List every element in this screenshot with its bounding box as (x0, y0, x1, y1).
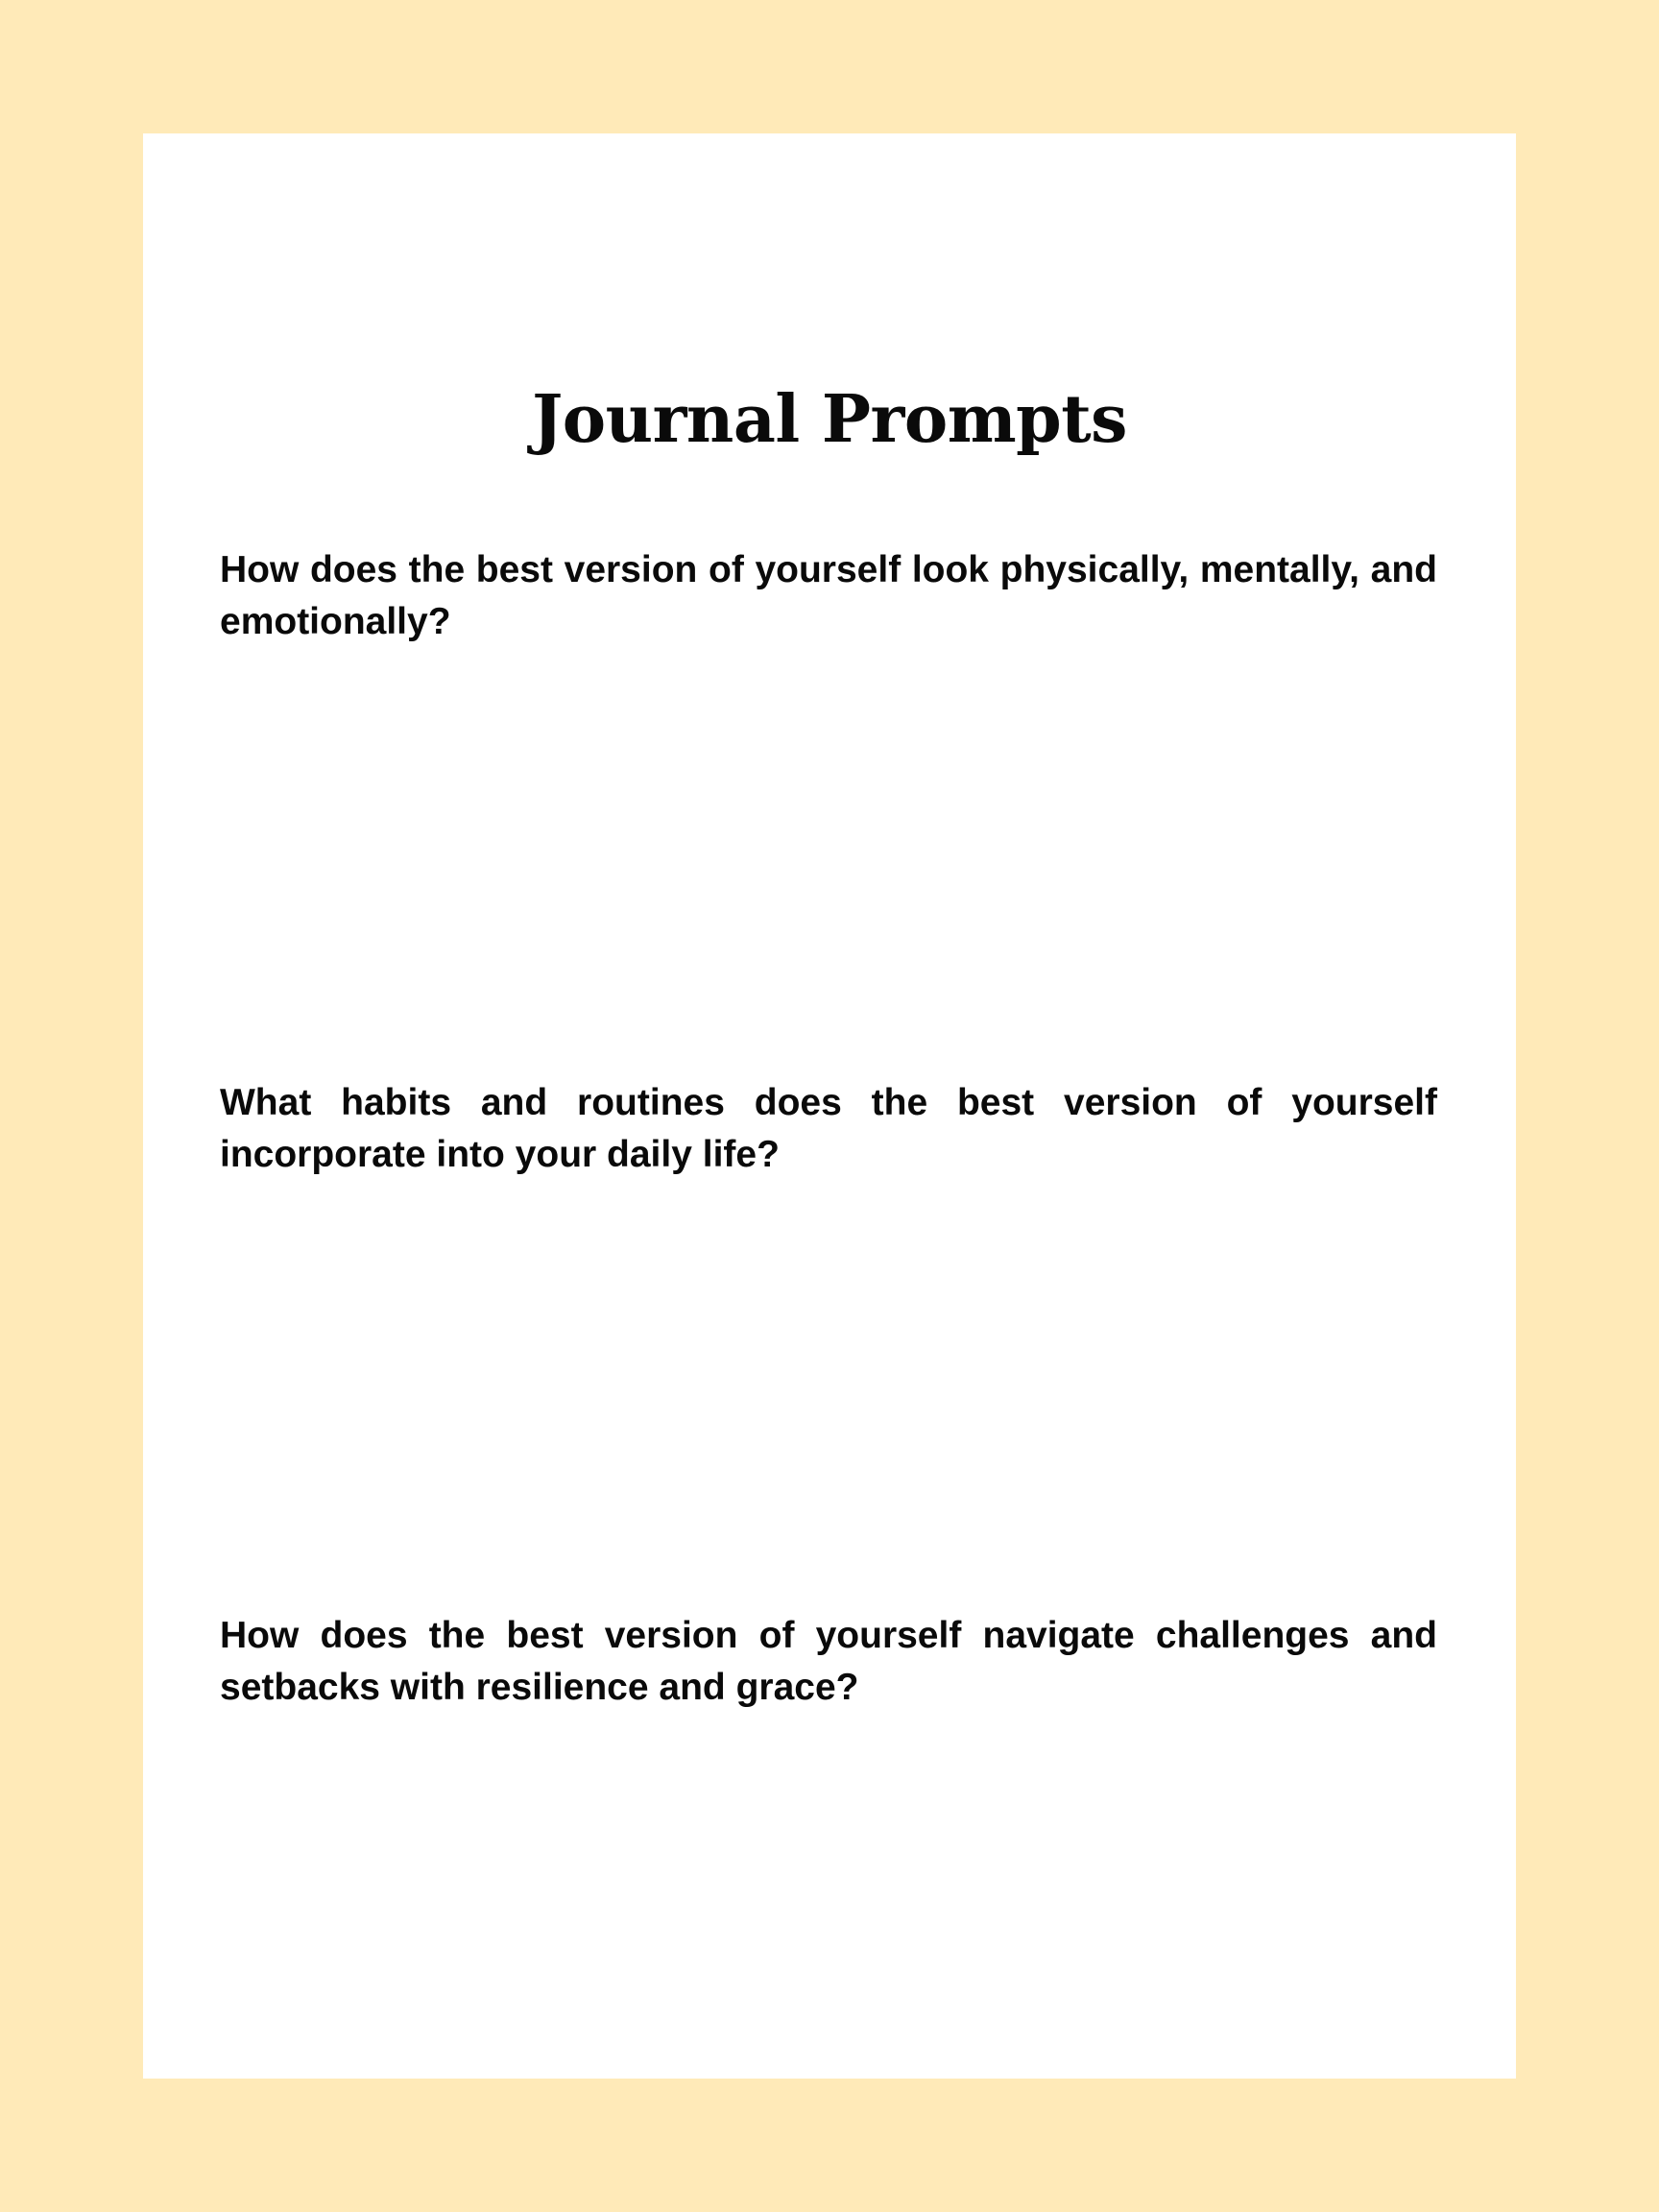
answer-space-1 (220, 652, 1437, 1036)
answer-space-3 (220, 1718, 1437, 2102)
prompt-3: How does the best version of yourself navigate challenges and setbacks with resilience and grace? (220, 1615, 1437, 1708)
journal-sheet (143, 133, 1516, 2079)
page-title: Journal Prompts (532, 381, 1127, 458)
answer-space-2 (220, 1185, 1437, 1569)
prompt-2: What habits and routines does the best version of yourself incorporate into your daily life? (220, 1082, 1437, 1175)
prompt-1: How does the best version of yourself look physically, mentally, and emotionally? (220, 549, 1437, 642)
